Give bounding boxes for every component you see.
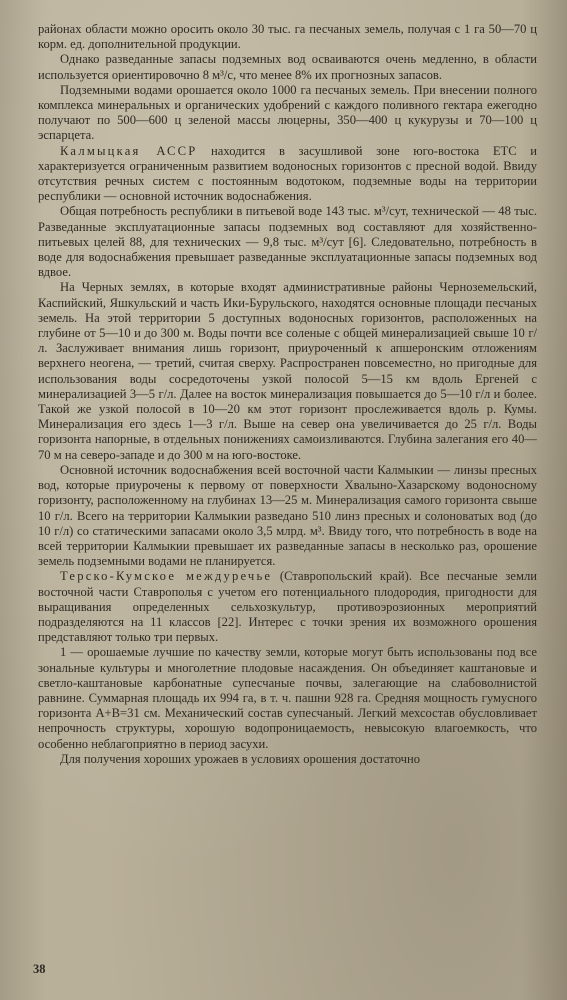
paragraph-text: Подземными водами орошается около 1000 га песчаных земель. При внесении полного комплекса минеральных и органических удобрений с каждого поливного гектара ежегодно получают по 500—600 ц зеленой массы люцерны, 350—400 ц кукурузы и 70—100 ц эспарцета. [38,82,537,143]
region-heading: Терско-Кумское междуречье [60,569,273,584]
paragraph-text: Для получения хороших урожаев в условиях орошения достаточно [60,751,421,766]
paragraph-water-demand [38,204,537,280]
paragraph-eastern-supply [38,463,537,569]
paragraph-black-lands [38,280,537,462]
paragraph-text: (Ставропольский край). Все песчаные земли восточной части Ставрополья с учетом его потенциального плодородия, пригодности для выращивания определенных сельхозкультур, противоэрозионных мероприятий подразделяются на 11 классов [22]. Интерес с точки зрения их возможного орошения представляют только три первых. [38,569,537,645]
paragraph-text: 1 — орошаемые лучшие по качеству земли, которые могут быть использованы под все зональные культуры и многолетние плодовые насаждения. Он объединяет каштановые и светло-каштановые карбонатные супесчаные почвы, залегающие на слабоволнистой равнине. Суммарная площадь их 994 га, в т. ч. пашни 928 га. Средняя мощность гумусного горизонта А+В=31 см. Механический состав супесчаный. Легкий мехсостав обусловливает непрочность структуры, хорошую водопроницаемость, невысокую влагоемкость, что особенно неблагоприятно в период засухи. [38,645,537,751]
paragraph-text: Однако разведанные запасы подземных вод осваиваются очень медленно, в области используется ориентировочно 8 м³/с, что менее 8% их прогнозных запасов. [38,52,537,82]
paragraph-tersko-kumskoe [38,569,537,645]
paragraph-text: На Черных землях, в которые входят административные районы Черноземельский, Каспийский, Яшкульский и часть Ики-Бурульского, находятся основные площади песчаных земель. На этой территории 5 доступных водоносных горизонтов, расположенных на глубине от 5—10 и до 300 м. Воды почти все соленые с общей минерализацией свыше 10 г/л. Заслуживает внимания лишь горизонт, приуроченный к апшеронским отложениям верхнего неогена, — третий, считая сверху. Распространен повсеместно, но пригодные для использования воды сосредоточены узкой полосой 5—15 км вдоль Ергеней с минерализацией 3—5 г/л. Далее на восток минерализация повышается до 5—10 г/л и более. Такой же узкой полосой в 10—20 км этот горизонт прослеживается вдоль р. Кумы. Минерализация его здесь 1—3 г/л. Выше на север она увеличивается до 25 г/л. Воды горизонта напорные, в отдельных понижениях самоизливаются. Глубина залегания его 40—70 м на северо-западе и до 300 м на юго-востоке. [38,280,537,462]
paragraph-kalmyk-assr [38,144,537,205]
paragraph-irrigated-area [38,83,537,144]
paragraph-text: Общая потребность республики в питьевой воде 143 тыс. м³/сут, технической — 48 тыс. Разведанные эксплуатационные запасы подземных вод составляют для хозяйственно-питьевых целей 88, для технических — 9,8 тыс. м³/сут [6]. Следовательно, потребность в воде для водоснабжения превышает разведанные эксплуатационные запасы подземных вод вдвое. [38,204,537,280]
region-heading: Калмыцкая АССР [60,143,198,158]
paragraph-reserves-usage [38,52,537,82]
paragraph-class-one [38,645,537,751]
paragraph-continuation [38,752,537,767]
paragraph-text: находится в засушливой зоне юго-востока ЕТС и характеризуется ограниченным развитием водоносных горизонтов с пресной водой. Ввиду отсутствия речных систем с постоянным водотоком, подземные воды на территории республики — основной источник водоснабжения. [38,143,538,204]
paragraph-irrigation-potential [38,22,537,52]
paragraph-text: Основной источник водоснабжения всей восточной части Калмыкии — линзы пресных вод, которые приурочены к первому от поверхности Хвалыно-Хазарскому водоносному горизонту, расположенному на глубинах 13—25 м. Минерализация самого горизонта свыше 10 г/л. Всего на территории Калмыкии разведано 510 линз пресных и солоноватых вод (до 10 г/л) со статическими запасами около 3,5 млрд. м³. Ввиду того, что потребность в воде на всей территории Калмыкии превышает их разведанные запасы в несколько раз, орошение земель подземными водами не планируется. [38,462,537,569]
paragraph-text: районах области можно оросить около 30 тыс. га песчаных земель, получая с 1 га 50—70 ц корм. ед. дополнительной продукции. [38,22,537,52]
page-number: 38 [33,962,46,976]
